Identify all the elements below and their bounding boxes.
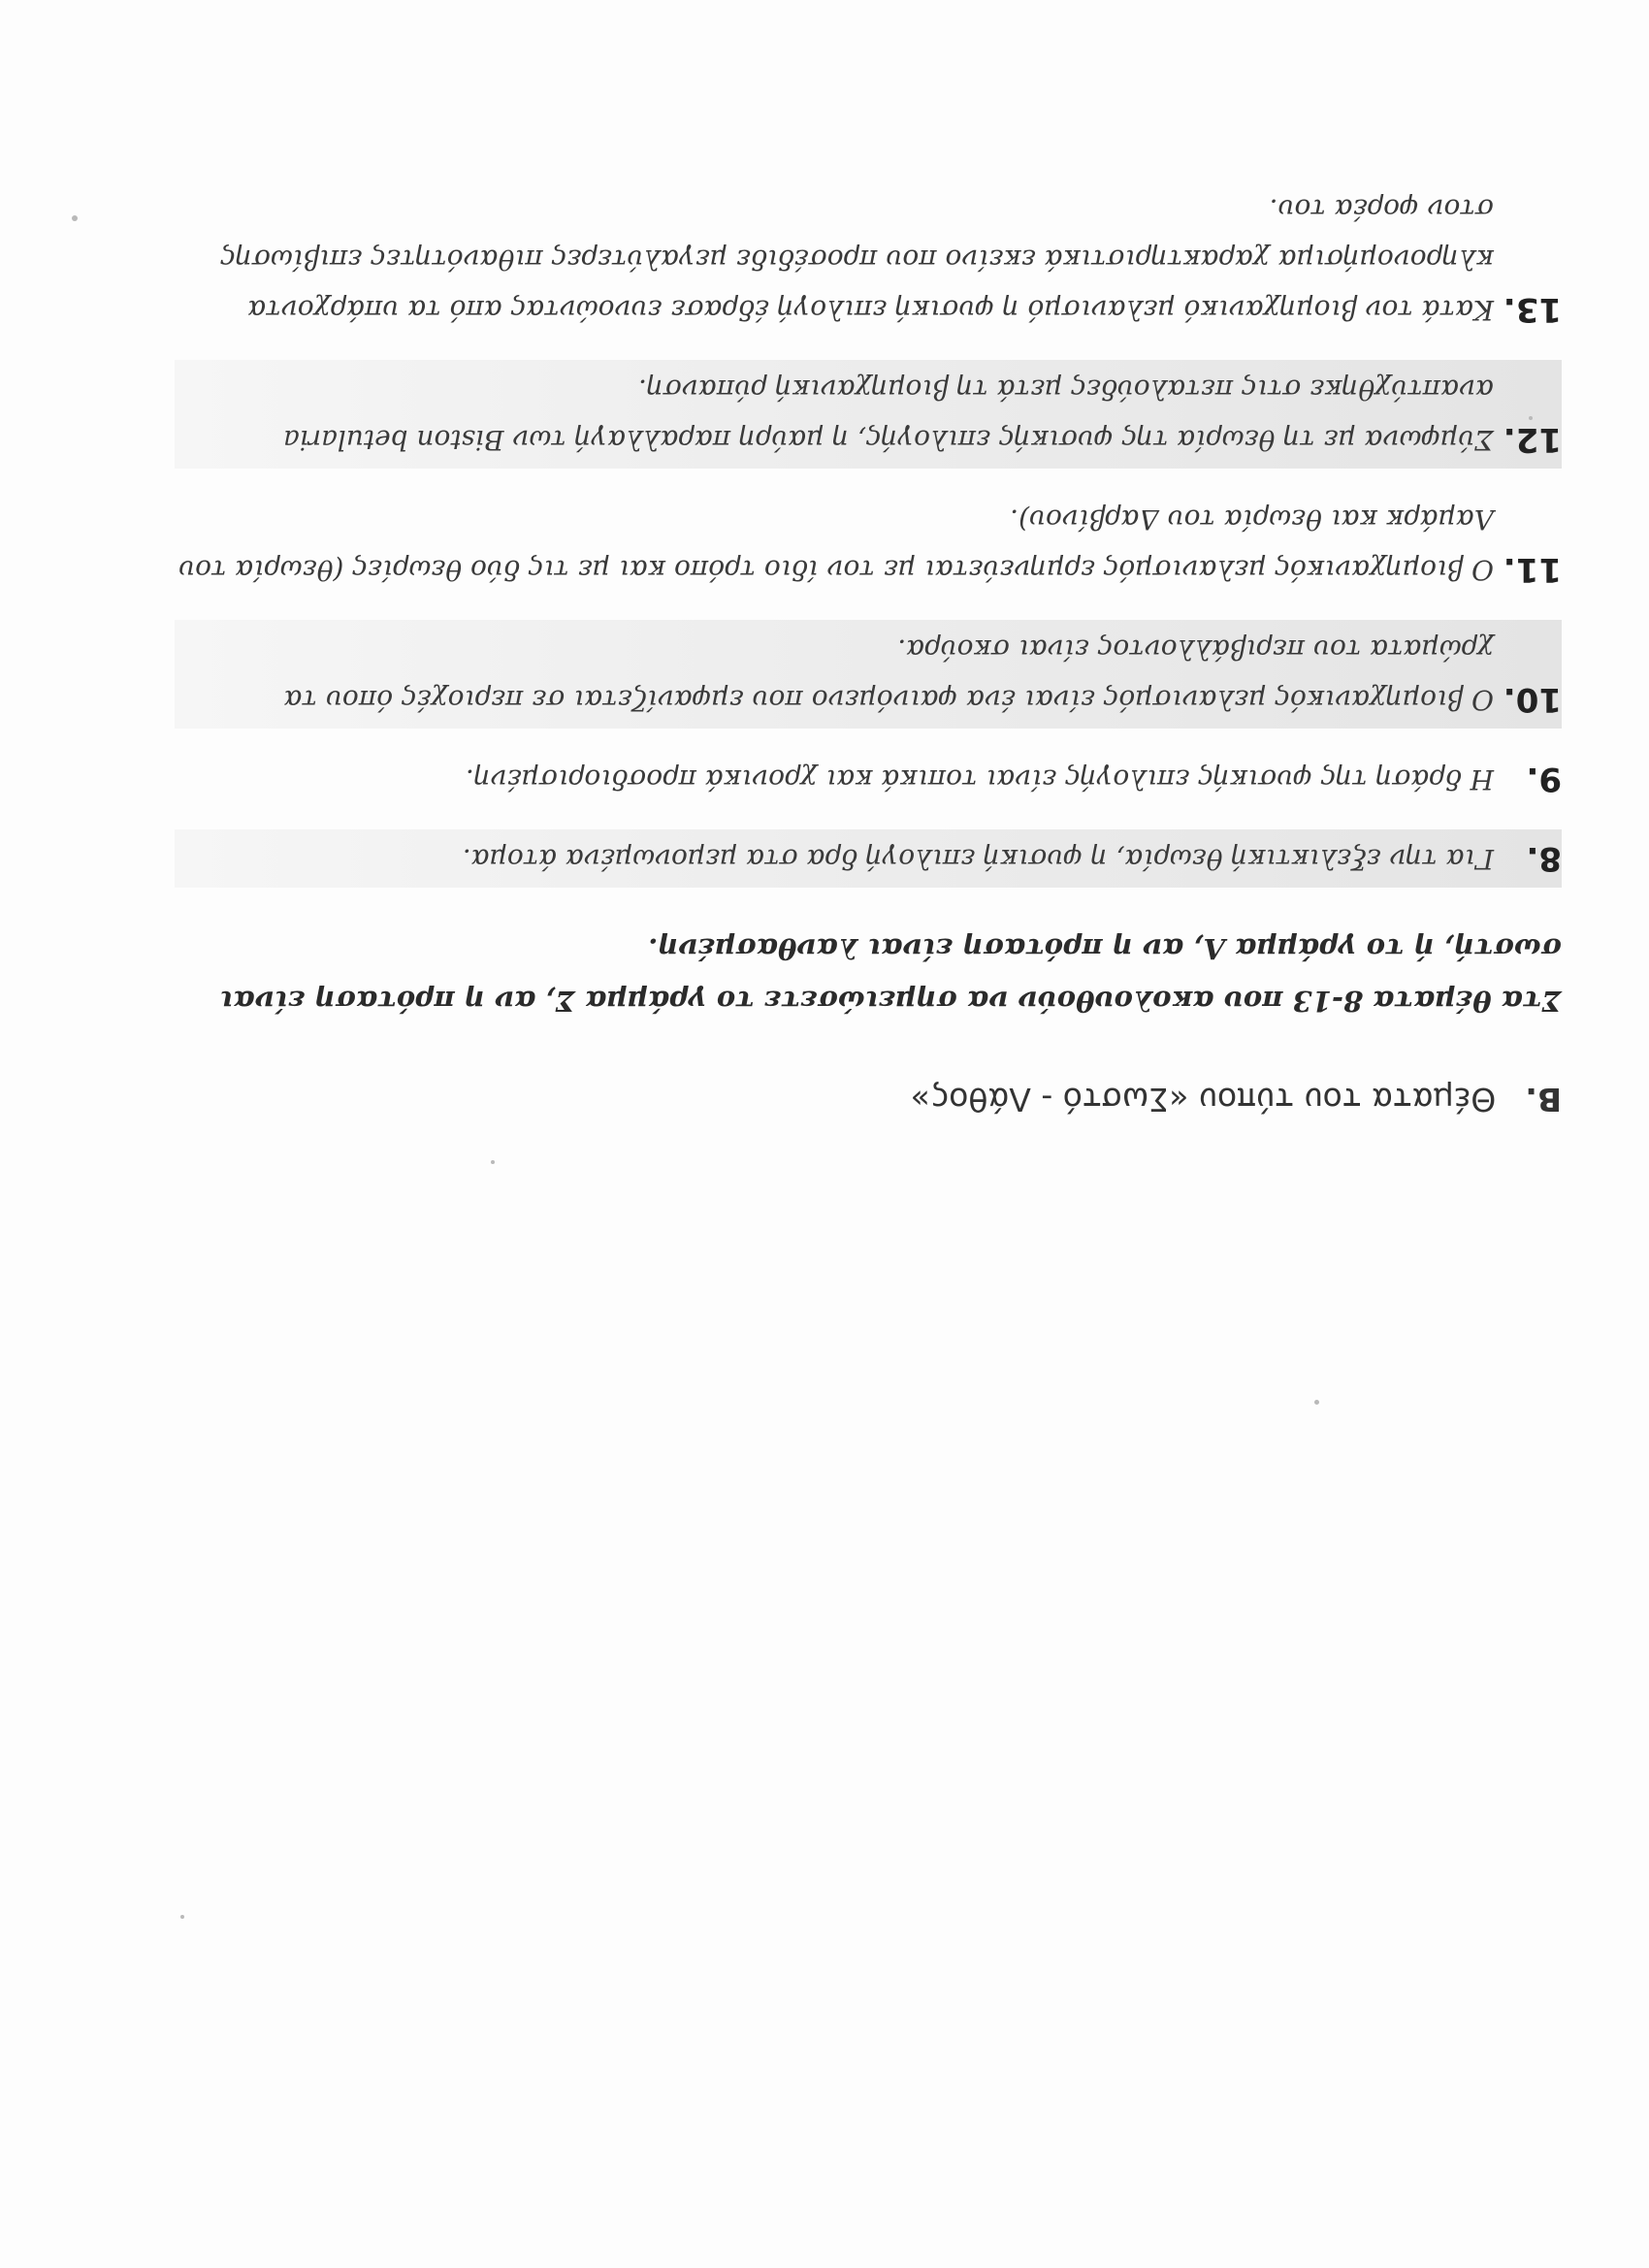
question-text: Ο βιομηχανικός μελανισμός ερμηνεύεται με τον ίδιο τρόπο και με τις δύο θεωρίες (θεωρία του Λαμάρκ και θεωρία του Δαρβίνου).	[178, 503, 1494, 586]
question-text: Η δράση της φυσικής επιλογής είναι τοπικά και χρονικά προσδιορισμένη.	[465, 763, 1494, 795]
question-number: 11.	[1503, 550, 1562, 589]
scan-speck	[72, 215, 78, 221]
question-text: Για την εξελικτική θεωρία, η φυσική επιλογή δρα στα μεμονωμένα άτομα.	[462, 843, 1494, 875]
question-text: Κατά τον βιομηχανικό μελανισμό η φυσική επιλογή έδρασε ευνοώντας από τα υπάρχοντα κληρονομήσιμα χαρακτηριστικά εκείνο που προσέδιδε μεγαλύτερες πιθανότητες επιβίωσης στον φορέα του.	[220, 193, 1494, 326]
question-item	[175, 750, 1562, 808]
question-item	[175, 620, 1562, 729]
question-item	[175, 829, 1562, 888]
scan-speck	[180, 1915, 184, 1919]
scan-speck	[1314, 1400, 1319, 1405]
question-number: 8.	[1526, 839, 1562, 878]
question-item	[175, 490, 1562, 599]
question-text: Σύμφωνα με τη θεωρία της φυσικής επιλογής, η μαύρη παραλλαγή των Biston betularia αναπτύχθηκε στις πεταλούδες μετά τη βιομηχανική ρύπανση.	[283, 373, 1494, 456]
question-number: 10.	[1503, 680, 1562, 719]
question-item	[175, 360, 1562, 469]
question-number: 12.	[1503, 420, 1562, 459]
scan-speck	[1529, 416, 1533, 420]
exam-section	[175, 158, 1562, 1118]
question-item	[175, 179, 1562, 339]
question-number: 9.	[1526, 760, 1562, 798]
instructions: Στα θέματα 8-13 που ακολουθούν να σημειώσετε το γράμμα Σ, αν η πρόταση είναι σωστή, ή το γράμμα Λ, αν η πρόταση είναι λανθασμένη.	[219, 932, 1562, 1018]
section-title: Θέματα του τύπου «Σωστό - Λάθος»	[910, 1081, 1497, 1118]
question-number: 13.	[1503, 290, 1562, 329]
section-heading	[175, 1081, 1562, 1118]
scan-speck	[491, 1160, 495, 1164]
question-text: Ο βιομηχανικός μελανισμός είναι ένα φαινόμενο που εμφανίζεται σε περιοχές όπου τα χρώματα του περιβάλλοντος είναι σκούρα.	[283, 633, 1494, 716]
section-number: B.	[1525, 1081, 1562, 1118]
